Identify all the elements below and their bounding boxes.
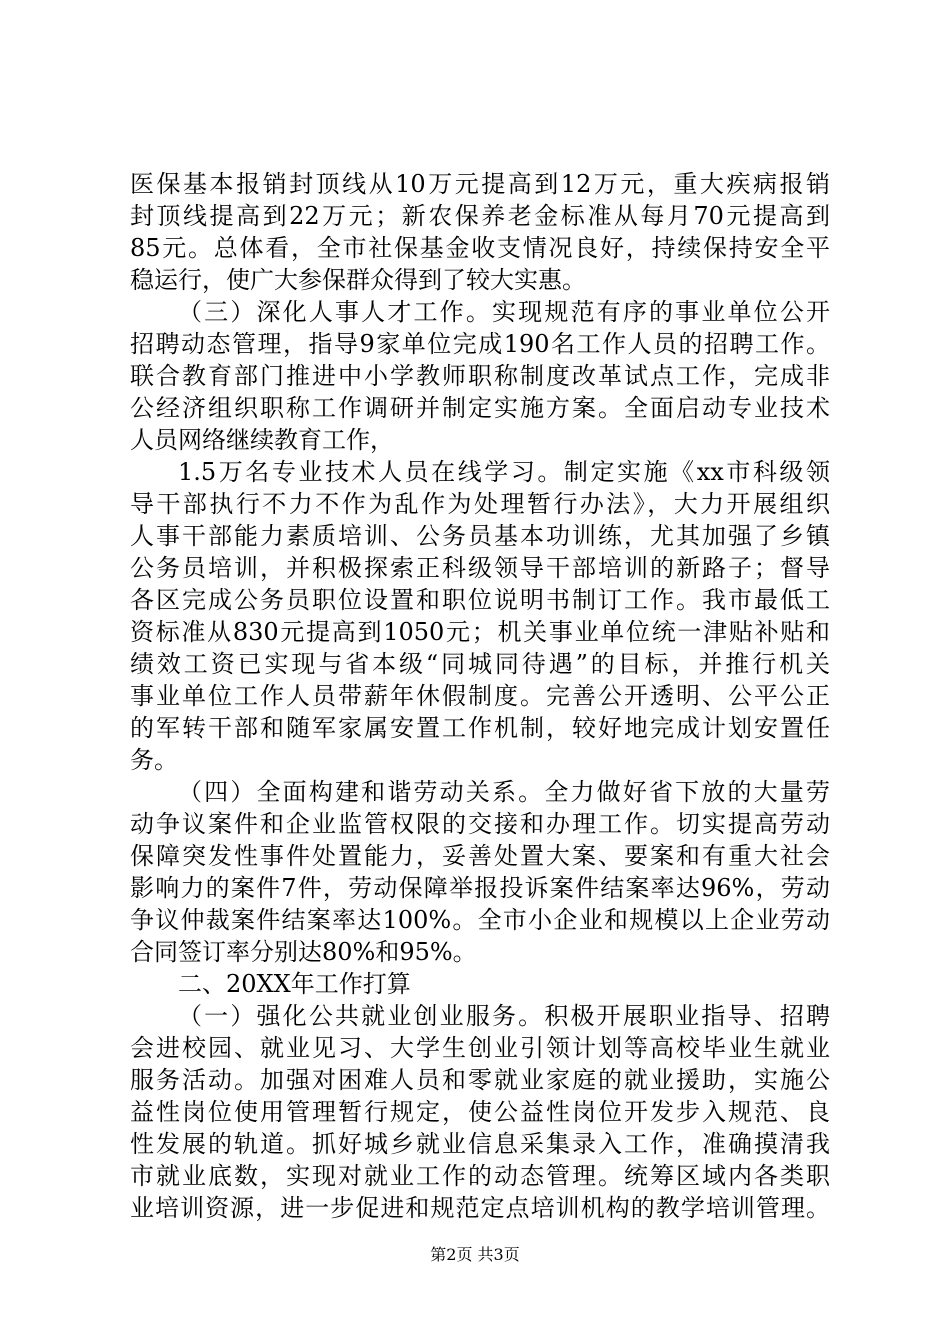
text-line: （一）强化公共就业创业服务。积极开展职业指导、招聘	[178, 1002, 830, 1030]
text-line: （三）深化人事人才工作。实现规范有序的事业单位公开	[178, 298, 830, 326]
page-footer: 第2页 共3页	[430, 1245, 520, 1264]
text-line: （四）全面构建和谐劳动关系。全力做好省下放的大量劳	[178, 778, 830, 806]
text-line: 二、20XX年工作打算	[178, 970, 411, 998]
text-line: 的军转干部和随军家属安置工作机制，较好地完成计划安置任	[130, 714, 830, 742]
text-line: 资标准从830元提高到1050元；机关事业单位统一津贴补贴和	[130, 618, 830, 646]
text-line: 人员网络继续教育工作，	[130, 426, 394, 454]
text-line: 合同签订率分别达80%和95%。	[130, 938, 477, 966]
text-line: 服务活动。加强对困难人员和零就业家庭的就业援助，实施公	[130, 1066, 830, 1094]
text-line: 稳运行，使广大参保群众得到了较大实惠。	[130, 266, 586, 294]
text-line: 业培训资源，进一步促进和规范定点培训机构的教学培训管理。	[130, 1194, 830, 1222]
document-body	[130, 168, 830, 1224]
text-line: 导干部执行不力不作为乱作为处理暂行办法》，大力开展组织	[130, 490, 830, 518]
text-line: 动争议案件和企业监管权限的交接和办理工作。切实提高劳动	[130, 810, 830, 838]
text-line: 绩效工资已实现与省本级“同城同待遇”的目标，并推行机关	[130, 650, 830, 678]
text-line: 保障突发性事件处置能力，妥善处置大案、要案和有重大社会	[130, 842, 830, 870]
text-line: 封顶线提高到22万元；新农保养老金标准从每月70元提高到	[130, 202, 830, 230]
text-line: 招聘动态管理，指导9家单位完成190名工作人员的招聘工作。	[130, 330, 830, 358]
text-line: 公务员培训，并积极探索正科级领导干部培训的新路子；督导	[130, 554, 830, 582]
text-line: 公经济组织职称工作调研并制定实施方案。全面启动专业技术	[130, 394, 830, 422]
text-line: 各区完成公务员职位设置和职位说明书制订工作。我市最低工	[130, 586, 830, 614]
text-line: 益性岗位使用管理暂行规定，使公益性岗位开发步入规范、良	[130, 1098, 830, 1126]
text-line: 1.5万名专业技术人员在线学习。制定实施《xx市科级领	[178, 458, 830, 486]
text-line: 争议仲裁案件结案率达100%。全市小企业和规模以上企业劳动	[130, 906, 830, 934]
text-line: 事业单位工作人员带薪年休假制度。完善公开透明、公平公正	[130, 682, 830, 710]
text-line: 影响力的案件7件，劳动保障举报投诉案件结案率达96%，劳动	[130, 874, 830, 902]
text-line: 医保基本报销封顶线从10万元提高到12万元，重大疾病报销	[130, 170, 830, 198]
text-line: 务。	[130, 746, 178, 774]
text-line: 会进校园、就业见习、大学生创业引领计划等高校毕业生就业	[130, 1034, 830, 1062]
text-line: 85元。总体看，全市社保基金收支情况良好，持续保持安全平	[130, 234, 830, 262]
text-line: 人事干部能力素质培训、公务员基本功训练，尤其加强了乡镇	[130, 522, 830, 550]
text-line: 市就业底数，实现对就业工作的动态管理。统筹区域内各类职	[130, 1162, 830, 1190]
text-line: 联合教育部门推进中小学教师职称制度改革试点工作，完成非	[130, 362, 830, 390]
text-line: 性发展的轨道。抓好城乡就业信息采集录入工作，准确摸清我	[130, 1130, 830, 1158]
